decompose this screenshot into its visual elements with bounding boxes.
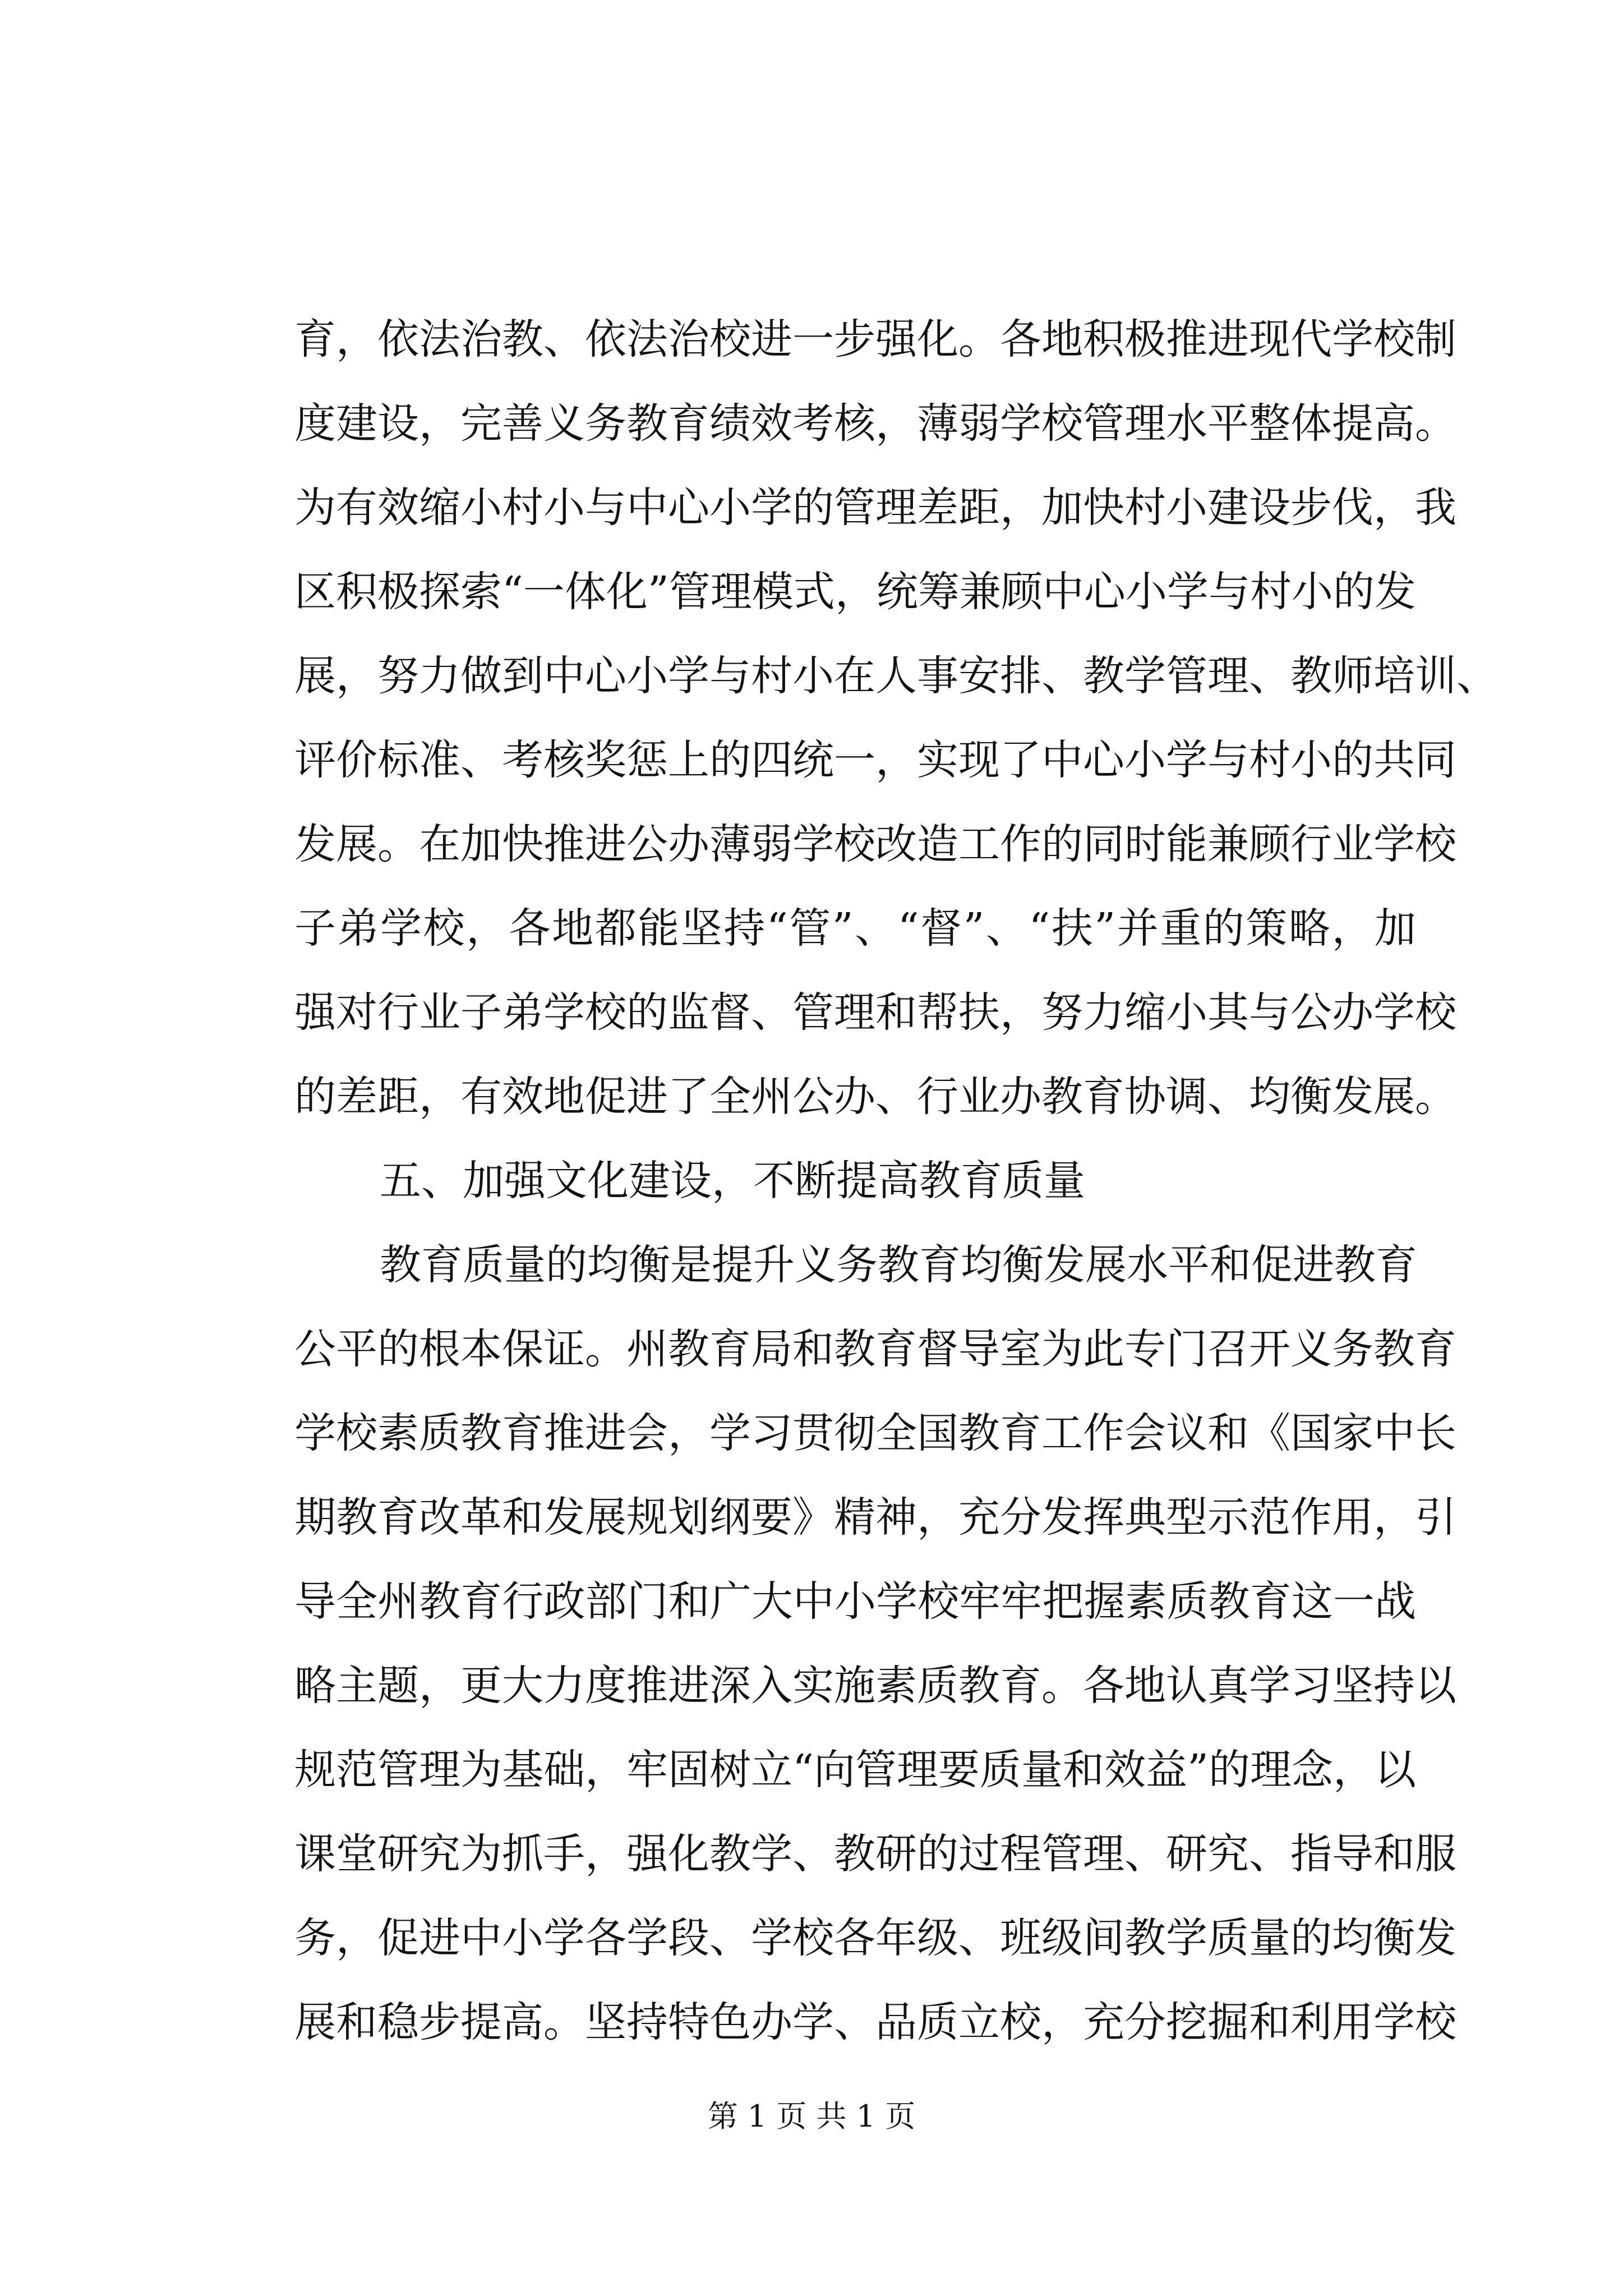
body-text-line: 公平的根本保证。州教育局和教育督导室为此专门召开义务教育 [294, 1325, 1456, 1373]
body-text-line: 子弟学校，各地都能坚持“管”、“督”、“扶”并重的策略，加 [294, 904, 1416, 953]
body-text-line: 期教育改革和发展规划纲要》精神，充分发挥典型示范作用，引 [294, 1493, 1456, 1542]
body-text-line: 度建设，完善义务教育绩效考核，薄弱学校管理水平整体提高。 [294, 399, 1456, 448]
body-text-line: 展，努力做到中心小学与村小在人事安排、教学管理、教师培训、 [294, 652, 1498, 700]
body-text-line: 导全州教育行政部门和广大中小学校牢牢把握素质教育这一战 [294, 1577, 1416, 1626]
body-text-line: 评价标准、考核奖惩上的四统一，实现了中心小学与村小的共同 [294, 736, 1456, 784]
body-text-line: 强对行业子弟学校的监督、管理和帮扶，努力缩小其与公办学校 [294, 988, 1456, 1037]
body-text-line: 发展。在加快推进公办薄弱学校改造工作的同时能兼顾行业学校 [294, 820, 1456, 868]
body-text-line: 展和稳步提高。坚持特色办学、品质立校，充分挖掘和利用学校 [294, 1998, 1456, 2046]
page-number-footer: 第 1 页 共 1 页 [707, 2099, 916, 2134]
body-text-line: 务，促进中小学各学段、学校各年级、班级间教学质量的均衡发 [294, 1914, 1456, 1962]
body-text-line: 学校素质教育推进会，学习贯彻全国教育工作会议和《国家中长 [294, 1409, 1456, 1457]
body-text-line: 为有效缩小村小与中心小学的管理差距，加快村小建设步伐，我 [294, 484, 1456, 532]
body-text-line: 的差距，有效地促进了全州公办、行业办教育协调、均衡发展。 [294, 1073, 1456, 1121]
section-heading: 五、加强文化建设，不断提高教育质量 [380, 1157, 1085, 1205]
body-text-line: 略主题，更大力度推进深入实施素质教育。各地认真学习坚持以 [294, 1662, 1456, 1710]
body-text-line: 课堂研究为抓手，强化教学、教研的过程管理、研究、指导和服 [294, 1830, 1456, 1878]
body-text-line: 教育质量的均衡是提升义务教育均衡发展水平和促进教育 [380, 1241, 1417, 1289]
body-text-line: 育，依法治教、依法治校进一步强化。各地积极推进现代学校制 [294, 315, 1456, 364]
body-text-line: 规范管理为基础，牢固树立“向管理要质量和效益”的理念，以 [294, 1746, 1416, 1794]
body-text-line: 区积极探索“一体化”管理模式，统筹兼顾中心小学与村小的发 [294, 568, 1416, 616]
